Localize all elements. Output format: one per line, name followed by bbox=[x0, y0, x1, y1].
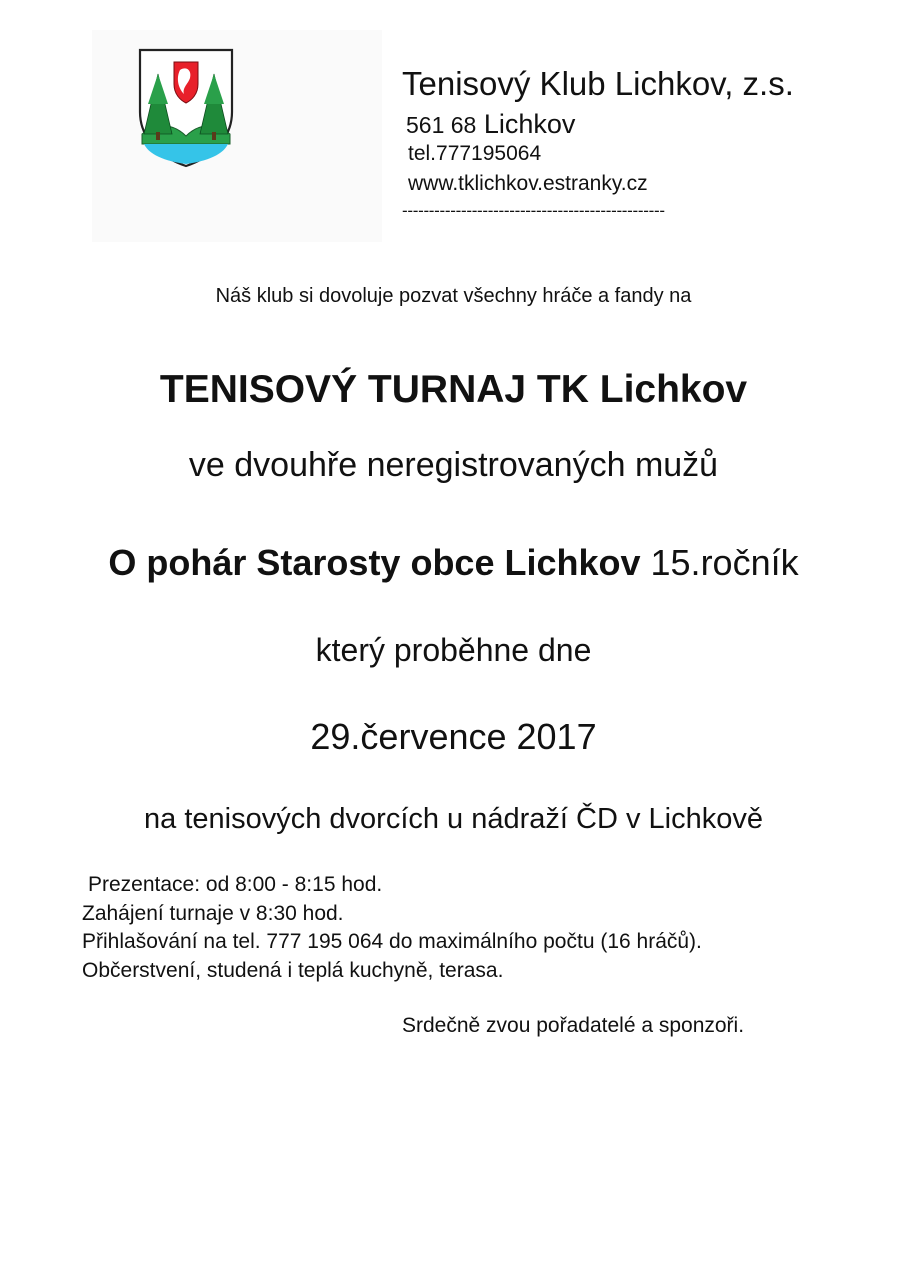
tournament-subtitle: ve dvouhře neregistrovaných mužů bbox=[188, 446, 719, 484]
event-venue: na tenisových dvorcích u nádraží ČD v Lichkově bbox=[144, 803, 763, 835]
club-phone: tel.777195064 bbox=[408, 142, 542, 165]
town-name: Lichkov bbox=[483, 109, 576, 139]
event-details bbox=[82, 871, 702, 985]
cup-name bbox=[0, 540, 907, 586]
detail-refreshments: Občerstvení, studená i teplá kuchyně, terasa. bbox=[82, 958, 504, 982]
club-name: Tenisový Klub Lichkov, z.s. bbox=[402, 65, 794, 102]
event-intro: který proběhne dne bbox=[315, 632, 592, 668]
closing-note: Srdečně zvou pořadatelé a sponzoři. bbox=[402, 1014, 745, 1037]
club-address bbox=[406, 108, 575, 141]
club-header bbox=[402, 64, 862, 104]
logo-area bbox=[92, 30, 382, 242]
invitation-intro: Náš klub si dovoluje pozvat všechny hráče a fandy na bbox=[215, 285, 692, 307]
header-separator: ------------------------------------------------- bbox=[402, 201, 665, 220]
zip-code: 561 68 bbox=[406, 112, 477, 138]
event-date: 29.července 2017 bbox=[310, 716, 597, 757]
club-website: www.tklichkov.estranky.cz bbox=[408, 172, 648, 195]
coat-of-arms-icon bbox=[136, 48, 236, 168]
tournament-title: TENISOVÝ TURNAJ TK Lichkov bbox=[159, 368, 748, 411]
detail-start-time: Zahájení turnaje v 8:30 hod. bbox=[82, 901, 344, 925]
cup-title: O pohár Starosty obce Lichkov bbox=[108, 542, 641, 583]
detail-signup: Přihlašování na tel. 777 195 064 do maximálního počtu (16 hráčů). bbox=[82, 930, 702, 953]
detail-registration-time: Prezentace: od 8:00 - 8:15 hod. bbox=[88, 873, 383, 896]
cup-edition: 15.ročník bbox=[640, 542, 799, 583]
